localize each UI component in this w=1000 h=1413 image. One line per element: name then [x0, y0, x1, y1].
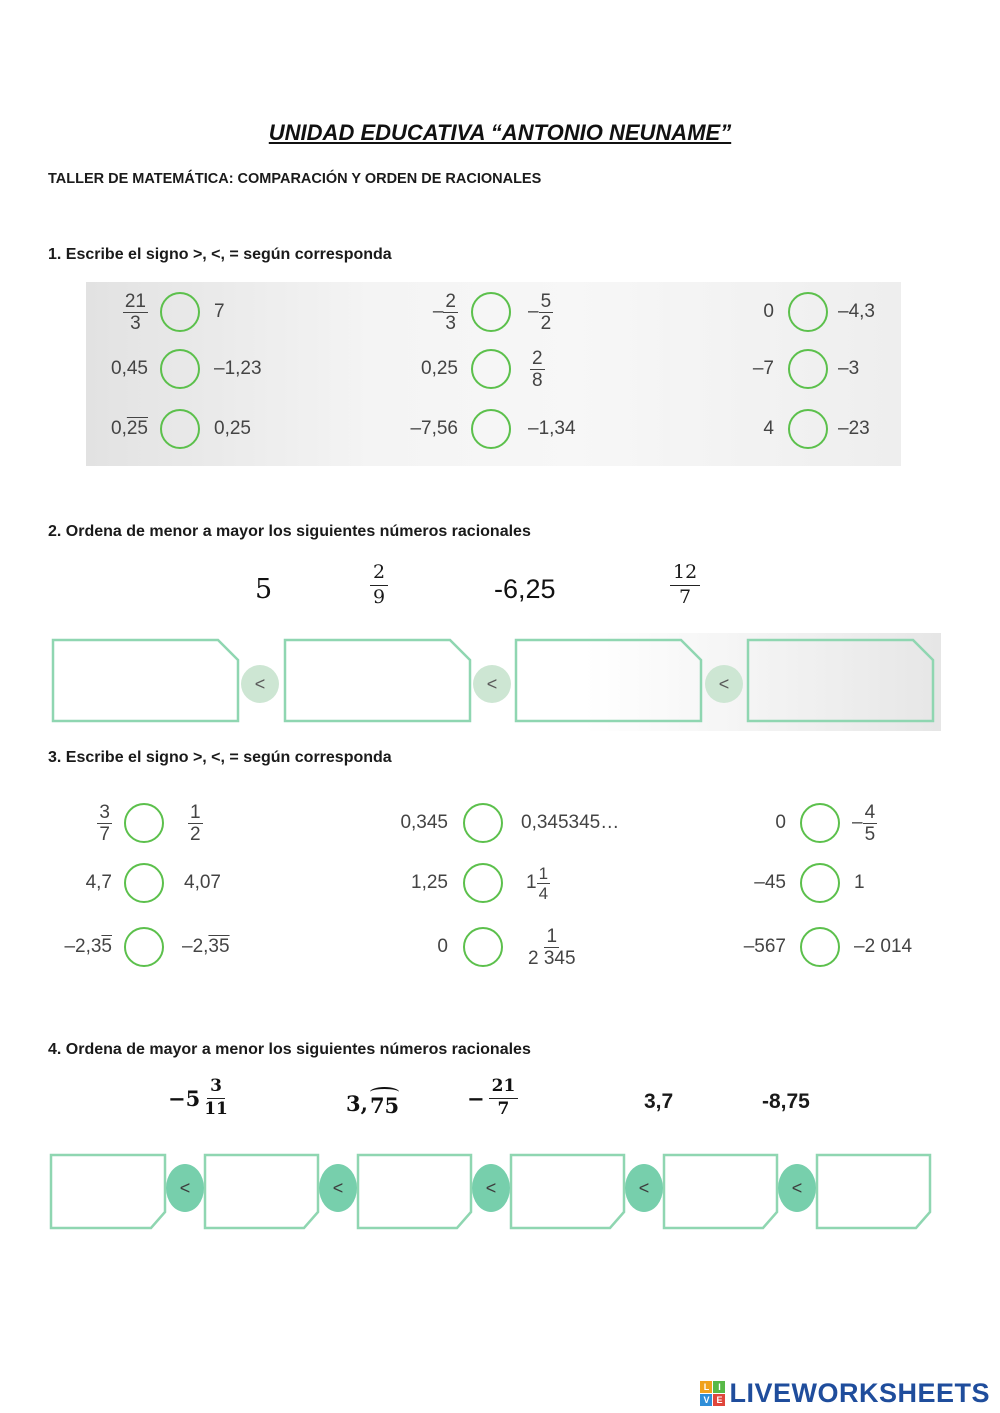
- q3-i-answer-circle[interactable]: [800, 927, 840, 967]
- q1-g-answer-circle[interactable]: [788, 292, 828, 332]
- q4-number-4: 3,7: [644, 1090, 674, 1113]
- q3-c-left: –2,3 5: [64, 936, 112, 957]
- q3-g-right: – $\frac{4}{5}$: [852, 801, 876, 845]
- q2-answer-box-4[interactable]: [753, 647, 923, 715]
- q4-number-3: − $\frac{21}{7}$: [467, 1078, 518, 1119]
- q4-number-5: -8,75: [762, 1090, 810, 1113]
- q3-b-left: 4,7: [85, 872, 112, 893]
- q3-e-answer-circle[interactable]: [463, 863, 503, 903]
- q1-f-left: –7,56: [410, 418, 458, 439]
- q3-f-left: 0: [437, 936, 448, 957]
- page-title: UNIDAD EDUCATIVA “ANTONIO NEUNAME”: [268, 120, 732, 145]
- q1-i-left: 4: [763, 418, 774, 439]
- q4-answer-box-6[interactable]: [822, 1160, 926, 1222]
- q3-e-left: 1,25: [411, 872, 448, 893]
- q2-answer-box-1[interactable]: [58, 647, 228, 715]
- logo-badge-letter: V: [700, 1394, 712, 1406]
- q4-less-than-sign-4: <: [625, 1164, 663, 1212]
- liveworksheets-logo-text: LIVEWORKSHEETS: [729, 1378, 990, 1408]
- liveworksheets-logo[interactable]: [700, 1378, 990, 1409]
- q3-e-right: 1 $\frac{1}{4}$: [526, 863, 549, 903]
- question-4-label: 4. Ordena de mayor a menor los siguientes números racionales: [48, 1041, 531, 1058]
- question-3-panel: [40, 790, 940, 990]
- q2-answer-box-2[interactable]: [290, 647, 460, 715]
- question-2-label: 2. Ordena de menor a mayor los siguientes números racionales: [48, 523, 531, 540]
- q1-c-left: 0, 25: [111, 418, 148, 439]
- q3-i-right: –2 014: [854, 936, 913, 957]
- q3-h-right: 1: [854, 872, 865, 893]
- q4-number-2: 3, 75: [346, 1089, 399, 1118]
- q1-e-left: 0,25: [421, 358, 458, 379]
- q3-f-right: $\frac{1}{2 345}$: [528, 925, 576, 969]
- q3-c-answer-circle[interactable]: [124, 927, 164, 967]
- q1-a-left: $\frac{21}{3}$: [124, 290, 146, 334]
- q1-i-answer-circle[interactable]: [788, 409, 828, 449]
- q2-less-than-sign-3: <: [705, 665, 743, 703]
- q4-answer-box-3[interactable]: [363, 1160, 467, 1222]
- q1-g-right: –4,3: [838, 301, 875, 322]
- q2-less-than-sign-1: <: [241, 665, 279, 703]
- q1-e-answer-circle[interactable]: [471, 349, 511, 389]
- q2-number-1: 5: [255, 574, 273, 605]
- q1-b-right: –1,23: [214, 358, 262, 379]
- q3-a-right: $\frac{1}{2}$: [190, 801, 201, 845]
- q1-f-answer-circle[interactable]: [471, 409, 511, 449]
- q2-number-4: $\frac{12}{7}$: [670, 563, 700, 608]
- q1-a-answer-circle[interactable]: [160, 292, 200, 332]
- q3-c-right: –2, 35: [182, 936, 230, 957]
- q3-h-answer-circle[interactable]: [800, 863, 840, 903]
- q4-less-than-sign-3: <: [472, 1164, 510, 1212]
- logo-badge-letter: L: [700, 1381, 712, 1393]
- q4-answer-box-5[interactable]: [669, 1160, 773, 1222]
- q3-d-right: 0,345345…: [521, 812, 620, 833]
- q1-h-answer-circle[interactable]: [788, 349, 828, 389]
- q4-less-than-sign-1: <: [166, 1164, 204, 1212]
- q3-g-answer-circle[interactable]: [800, 803, 840, 843]
- q3-h-left: –45: [754, 872, 786, 893]
- q1-h-left: –7: [752, 358, 774, 379]
- q1-e-right: $\frac{2}{8}$: [532, 347, 543, 391]
- q3-a-left: $\frac{3}{7}$: [99, 801, 110, 845]
- q1-g-left: 0: [763, 301, 774, 322]
- q1-c-answer-circle[interactable]: [160, 409, 200, 449]
- liveworksheets-logo-icon: [700, 1381, 725, 1406]
- q2-number-2: $\frac{2}{9}$: [370, 563, 388, 608]
- q4-less-than-sign-2: <: [319, 1164, 357, 1212]
- question-1-label: 1. Escribe el signo >, <, = según corresponda: [48, 246, 392, 263]
- logo-badge-letter: I: [713, 1381, 725, 1393]
- q1-c-right: 0,25: [214, 418, 251, 439]
- q3-a-answer-circle[interactable]: [124, 803, 164, 843]
- q1-b-answer-circle[interactable]: [160, 349, 200, 389]
- q1-a-right: 7: [214, 301, 225, 322]
- q4-answer-box-4[interactable]: [516, 1160, 620, 1222]
- q2-number-3: -6,25: [494, 574, 556, 604]
- q1-d-right: – $\frac{5}{2}$: [528, 290, 552, 334]
- q1-d-answer-circle[interactable]: [471, 292, 511, 332]
- q3-g-left: 0: [775, 812, 786, 833]
- question-3-label: 3. Escribe el signo >, <, = según corresponda: [48, 749, 392, 766]
- q4-number-1: −5 $\frac{3}{11}$: [168, 1076, 228, 1119]
- q3-b-right: 4,07: [184, 872, 221, 893]
- q3-i-left: –567: [743, 936, 786, 957]
- q3-d-answer-circle[interactable]: [463, 803, 503, 843]
- q2-answer-box-3[interactable]: [521, 647, 691, 715]
- q1-i-right: –23: [838, 418, 870, 439]
- q3-d-left: 0,345: [400, 812, 448, 833]
- question-1-panel: [86, 282, 901, 466]
- q1-b-left: 0,45: [111, 358, 148, 379]
- logo-badge-letter: E: [713, 1394, 725, 1406]
- q1-f-right: –1,34: [528, 418, 576, 439]
- q4-answer-box-1[interactable]: [56, 1160, 160, 1222]
- q2-order-strip: [50, 633, 941, 731]
- q4-answer-box-2[interactable]: [210, 1160, 314, 1222]
- q1-d-left: – $\frac{2}{3}$: [432, 290, 456, 334]
- q3-b-answer-circle[interactable]: [124, 863, 164, 903]
- q4-less-than-sign-5: <: [778, 1164, 816, 1212]
- q3-f-answer-circle[interactable]: [463, 927, 503, 967]
- q1-h-right: –3: [838, 358, 860, 379]
- worksheet-subtitle: TALLER DE MATEMÁTICA: COMPARACIÓN Y ORDEN DE RACIONALES: [48, 171, 542, 187]
- q4-order-strip: [48, 1150, 936, 1232]
- q2-less-than-sign-2: <: [473, 665, 511, 703]
